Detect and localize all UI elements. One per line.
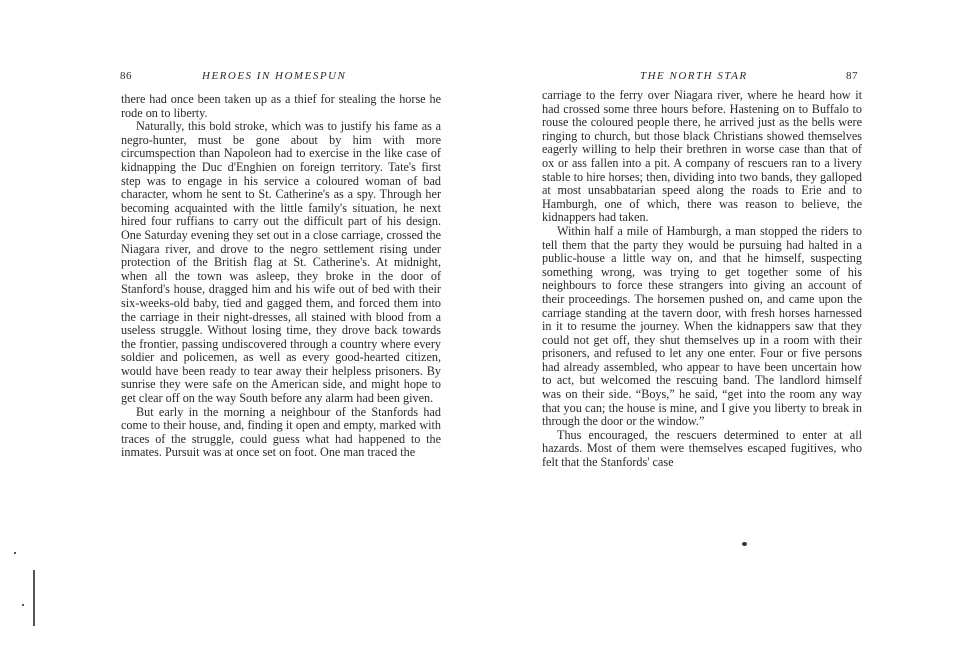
right-page [490, 0, 980, 648]
right-page-body [542, 89, 862, 470]
right-page-number: 87 [846, 70, 858, 82]
page-ornament-dot [742, 542, 747, 546]
left-page-number: 86 [120, 70, 132, 82]
right-paragraph-3: Thus encouraged, the rescuers determined to enter at all hazards. Most of them were themselves escaped fugitives, who felt that the Stanfords' case [542, 427, 862, 470]
right-running-head: THE NORTH STAR [640, 70, 748, 82]
left-paragraph-1: there had once been taken up as a thief for stealing the horse he rode on to liberty. [121, 92, 441, 120]
left-paragraph-3: But early in the morning a neighbour of the Stanfords had come to their house, and, finding it open and empty, marked with traces of the struggle, could guess what had happened to the inmates. Pursuit was at once set on foot. One man traced the [121, 404, 441, 460]
right-paragraph-1: carriage to the ferry over Niagara river, where he heard how it had crossed some three hours before. Hastening on to Buffalo to rouse the coloured people there, he arrived just as the bells were ringing to church, but those black Christians showed themselves eagerly willing to help their brethren in worse case than that of ox or ass fallen into a pit. A company of rescuers ran to a livery stable to hire horses; then, dividing into two bands, they galloped at most unsabbatarian speed along the roads to Erie and to Hamburgh, one of which, there was reason to believe, the kidnappers had taken. [542, 88, 862, 225]
scan-artifact-line [33, 570, 35, 626]
left-paragraph-2: Naturally, this bold stroke, which was to justify his fame as a negro-hunter, must be gone about by him with more circumspection than Napoleon had to exercise in the like case of kidnapping the Duc d'Enghien on foreign territory. Tate's first step was to engage in his service a coloured woman of bad character, whom he sent to St. Catherine's as a spy. Through her becoming acquainted with the little family's situation, he next hired four ruffians to carry out the difficult part of his design. One Saturday evening they set out in a close carriage, crossed the Niagara river, and drove to the negro settlement rising under protection of the British flag at St. Catherine's. At midnight, when all the town was asleep, they broke in the door of Stanford's house, dragged him and his wife out of bed with their six-weeks-old baby, tied and gagged them, and forced them into the carriage in their night-dresses, all stained with blood from a useless struggle. Without losing time, they drove back towards the frontier, passing undiscovered through a country where every soldier and policemen, as well as every good-hearted citizen, would have been ready to tear away their helpless prisoners. By sunrise they were safe on the American side, and might hope to get clear off on the way South before any alarm had been given. [121, 119, 441, 406]
left-page-body [121, 93, 441, 460]
scan-artifact-dot [22, 604, 24, 606]
scan-artifact-dot [14, 552, 16, 554]
right-paragraph-2: Within half a mile of Hamburgh, a man stopped the riders to tell them that the party they would be pursuing had halted in a public-house a little way on, and that he himself, suspecting something wrong, was trying to get together some of his neighbours to force these strangers into giving an account of their proceedings. The horsemen pushed on, and came upon the carriage standing at the tavern door, with fresh horses harnessed in it to resume the journey. When the kidnappers saw that they could not get off, they shut themselves up in a room with their prisoners, and refused to let any one enter. Four or five persons had already assembled, who appear to have been uncertain how to act, but welcomed the rescuing band. The landlord himself was on their side. “Boys,” he said, “get into the room any way that you can; the house is mine, and I give you liberty to break in through the door or the window.” [542, 223, 862, 429]
left-running-head: HEROES IN HOMESPUN [202, 70, 347, 82]
